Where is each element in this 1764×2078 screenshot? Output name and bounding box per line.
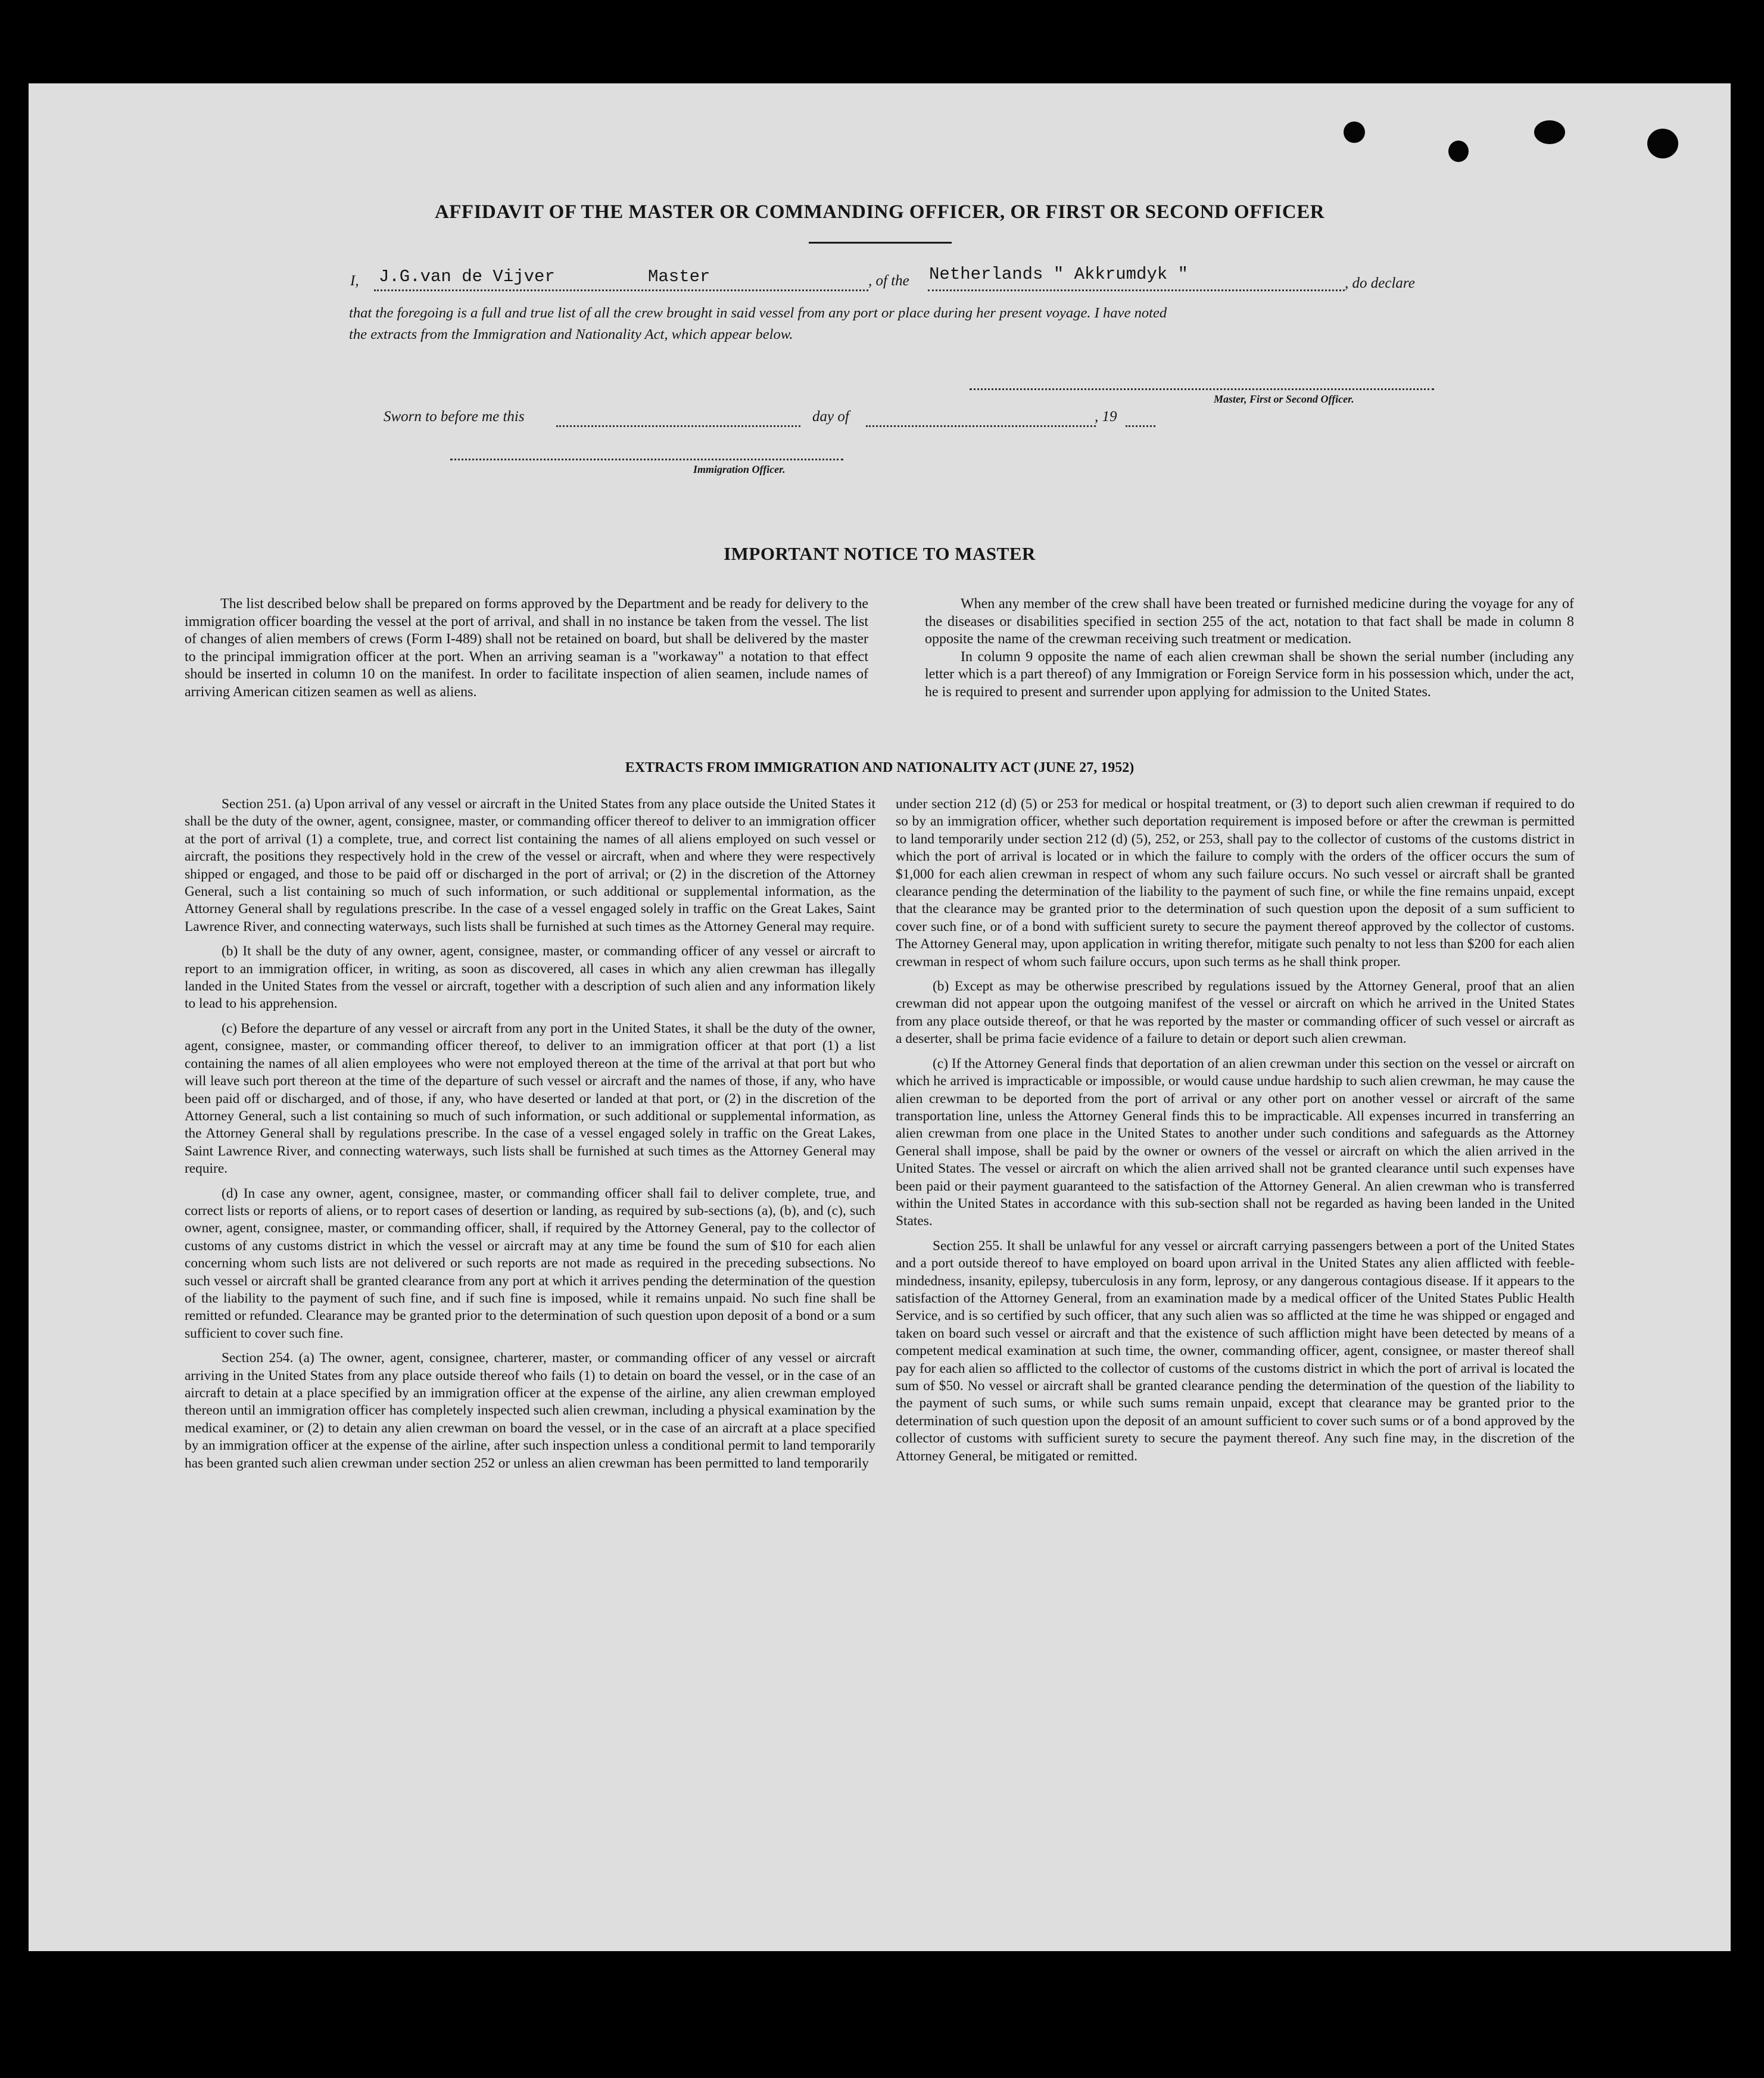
- punch-hole: [1344, 121, 1365, 143]
- section-251a: Section 251. (a) Upon arrival of any vessel or aircraft in the United States from any place outside the United States it shall be the duty of the owner, agent, consignee, master, or commanding officer thereof to deliver to an immigration officer at the port of arrival (1) a complete, true, and correct list containing the names of all aliens employed on such vessel or aircraft, the positions they respectively hold in the crew of the vessel or aircraft, when and where they were respectively shipped or engaged, and those to be paid off or discharged in the port of arrival; or (2) in the discretion of the Attorney General, such a list containing so much of such information, or such additional or supplemental information, as the Attorney General shall by regulations prescribe. In the case of a vessel engaged solely in traffic on the Great Lakes, Saint Lawrence River, and connecting waterways, such lists shall be furnished at such times as the Attorney General may require.: [185, 796, 875, 934]
- section-251c: (c) Before the departure of any vessel or aircraft from any port in the United States, it shall be the duty of the owner, agent, consignee, master, or commanding officer thereof, to deliver to an immigration officer at that port (1) a list containing the names of all alien employees who were not employed thereon at the time of the arrival at that port but who will leave such port thereon at the time of the departure of such vessel or aircraft and the names of those, if any, who have been paid off or discharged, and of those, if any, who have deserted or landed at that port, or (2) in the discretion of the Attorney General, such a list containing so much of such information, or such additional or supplemental information, as the Attorney General shall by regulations prescribe. In the case of a vessel engaged solely in traffic on the Great Lakes, Saint Lawrence River, and connecting waterways, such lists shall be furnished at such times as the Attorney General may require.: [185, 1020, 875, 1177]
- master-name: J.G.van de Vijver: [379, 267, 555, 286]
- master-rank: Master: [648, 267, 710, 286]
- day-of-label: day of: [812, 409, 849, 425]
- decl-line-3: the extracts from the Immigration and Nationality Act, which appear below.: [349, 326, 793, 342]
- sworn-day-line: [556, 425, 800, 427]
- sworn-month-line: [866, 425, 1096, 427]
- master-signature-label: Master, First or Second Officer.: [1214, 393, 1354, 405]
- section-254c: (c) If the Attorney General finds that deportation of an alien crewman under this section on the vessel or aircraft on which he arrived is impracticable or impossible, or would cause undue hardship to such alien crewman, he may cause the alien crewman to be deported from the port of arrival or any other port on another vessel or aircraft of the same transportation line, unless the Attorney General finds this to be impracticable. All expenses incurred in transferring an alien crewman from one place in the United States to another under such conditions and safeguards as the Attorney General shall impose, shall be paid by the owner or owners of the vessel or aircraft on which the alien arrived in the United States. The vessel or aircraft on which the alien arrived shall not be granted clearance until such expenses have been paid or their payment guaranteed to the satisfaction of the Attorney General. An alien crewman who is transferred within the United States in accordance with this sub-section shall not be regarded as having been landed in the United States.: [896, 1055, 1575, 1229]
- section-251d: (d) In case any owner, agent, consignee, master, or commanding officer shall fail to deliver complete, true, and correct lists or reports of aliens, or to report cases of desertion or landing, as required by sub-sections (a), (b), and (c), such owner, agent, consignee, master, or commanding officer, shall, if required by the Attorney General, pay to the collector of customs of any customs district in which the vessel or aircraft may at any time be found the sum of $10 for each alien concerning whom such lists are not delivered or such reports are not made as required in the preceding subsections. No such vessel or aircraft shall be granted clearance from any port at which it arrives pending the determination of the question of the liability to the payment of such fine, and if such fine is imposed, while it remains unpaid. No such fine shall be remitted or refunded. Clearance may be granted prior to the determination of such question upon deposit of a bond or a sum sufficient to cover such fine.: [185, 1185, 875, 1341]
- section-254a-cont: under section 212 (d) (5) or 253 for medical or hospital treatment, or (3) to deport such alien crewman if required to do so by an immigration officer, whether such deportation requirement is imposed before or after the crewman is permitted to land temporarily under section 212 (d) (5), 252, or 253, shall pay to the collector of customs of the customs district in which the port of arrival is located or in which the failure to comply with the orders of the officer occurs the sum of $1,000 for each alien crewman in respect of whom any such failure occurs. No such vessel or aircraft shall be granted clearance pending the determination of the liability to the payment of such fine, or while the fine remains unpaid, except that the clearance may be granted prior to the determination of such question upon the deposit of a sum sufficient to cover such fine, or of a bond with sufficient surety to secure the payment thereof approved by the collector of customs. The Attorney General may, upon application in writing therefor, mitigate such penalty to not less than $200 for each alien crewman in respect of whom such failure occurs, upon such terms as he shall think proper.: [896, 796, 1575, 970]
- officer-signature-line: [450, 459, 843, 460]
- decl-do-declare: , do declare: [1345, 275, 1415, 291]
- notice-left: [185, 596, 868, 702]
- title-rule: [809, 242, 952, 244]
- notice-left-text: The list described below shall be prepared on forms approved by the Department and be ready for delivery to the immigration officer boarding the vessel at the port of arrival, and shall in no instance be taken from the vessel. The list of changes of alien members of crews (Form I-489) shall not be retained on board, but shall be delivered by the master to the principal immigration officer at the port. When an arriving seaman is a "workaway" a notation to that effect should be inserted in column 10 on the manifest. In order to facilitate inspection of alien seamen, include names of arriving American citizen seamen as well as aliens.: [185, 596, 868, 700]
- year-label: , 19: [1095, 409, 1117, 425]
- sworn-year-line: [1126, 425, 1155, 427]
- decl-i: I,: [350, 273, 359, 289]
- notice-title: IMPORTANT NOTICE TO MASTER: [724, 543, 1036, 564]
- extracts-right-column: [896, 796, 1575, 1472]
- section-255: Section 255. It shall be unlawful for any vessel or aircraft carrying passengers between a port of the United States and a port outside thereof to have employed on board upon arrival in the United States any alien afflicted with feeble-mindedness, insanity, epilepsy, tuberculosis in any form, leprosy, or any dangerous contagious disease. If it appears to the satisfaction of the Attorney General, from an examination made by a medical officer of the United States Public Health Service, and is so certified by such officer, that any such alien was so afflicted at the time he was shipped or engaged and taken on board such vessel or aircraft and that the existence of such affliction might have been detected by means of a competent medical examination at such time, the owner, commanding officer, agent, consignee, or master thereof shall pay for each alien so afflicted to the collector of customs of the customs district in which the port of arrival is located the sum of $50. No vessel or aircraft shall be granted clearance pending the determination of the question of the liability to the payment of such sums, or while such sums remain unpaid, except that clearance may be granted prior to the determination of such question upon the deposit of an amount sufficient to cover such sums or of a bond approved by the collector of customs with sufficient surety to secure the payment thereof. Any such fine may, in the discretion of the Attorney General, be mitigated or remitted.: [896, 1238, 1575, 1464]
- vessel-name: Netherlands " Akkrumdyk ": [929, 264, 1189, 284]
- section-254a: Section 254. (a) The owner, agent, consignee, charterer, master, or commanding officer of any vessel or aircraft arriving in the United States from any place outside thereof who fails (1) to detain on board the vessel, or in the case of an aircraft to detain at a place specified by an immigration officer at the expense of the airline, any alien crewman employed thereon until an immigration officer has completely inspected such alien crewman, including a physical examination by the medical examiner, or (2) to detain any alien crewman on board the vessel, or in the case of an aircraft at a place specified by an immigration officer at the expense of the airline, after such inspection unless a conditional permit to land temporarily has been granted such alien crewman under section 252 or unless an alien crewman has been permitted to land temporarily: [185, 1350, 875, 1471]
- decl-of-the: , of the: [868, 273, 909, 289]
- officer-signature-label: Immigration Officer.: [693, 463, 786, 475]
- extracts-left-column: [185, 796, 875, 1479]
- notice-right: [925, 596, 1574, 702]
- vessel-line: [928, 289, 1345, 291]
- section-251b: (b) It shall be the duty of any owner, agent, consignee, master, or commanding officer of any vessel or aircraft to report to an immigration officer, in writing, as soon as discovered, all cases in which any alien crewman has illegally landed in the United States from the vessel or aircraft, together with a description of such alien and any information likely to lead to his apprehension.: [185, 943, 875, 1012]
- notice-right-text-2: In column 9 opposite the name of each alien crewman shall be shown the serial number (including any letter which is a part thereof) of any Immigration or Foreign Service form in his possession which, under the act, he is required to present and surrender upon applying for admission to the United States.: [925, 649, 1574, 700]
- name-line: [374, 289, 868, 291]
- document-page: [29, 83, 1731, 1951]
- affidavit-title: AFFIDAVIT OF THE MASTER OR COMMANDING OFFICER, OR FIRST OR SECOND OFFICER: [434, 201, 1325, 223]
- sworn-label: Sworn to before me this: [384, 409, 525, 425]
- punch-hole: [1534, 120, 1565, 144]
- master-signature-line: [970, 388, 1434, 390]
- section-254b: (b) Except as may be otherwise prescribed by regulations issued by the Attorney General, proof that an alien crewman did not appear upon the outgoing manifest of the vessel or aircraft on which he arrived in the United States from any place outside thereof, or that he was reported by the master or commanding officer of such vessel or aircraft as a deserter, shall be prima facie evidence of a failure to detain or deport such alien crewman.: [896, 979, 1575, 1047]
- notice-right-text-1: When any member of the crew shall have been treated or furnished medicine during the voyage for any of the diseases or disabilities specified in section 255 of the act, notation to that fact shall be made in column 8 opposite the name of the crewman receiving such treatment or medication.: [925, 596, 1574, 647]
- punch-hole: [1647, 129, 1678, 158]
- extracts-title: EXTRACTS FROM IMMIGRATION AND NATIONALITY ACT (JUNE 27, 1952): [625, 760, 1135, 775]
- decl-line-2: that the foregoing is a full and true list of all the crew brought in said vessel from any port or place during her present voyage. I have noted: [349, 305, 1167, 321]
- punch-hole: [1448, 141, 1469, 162]
